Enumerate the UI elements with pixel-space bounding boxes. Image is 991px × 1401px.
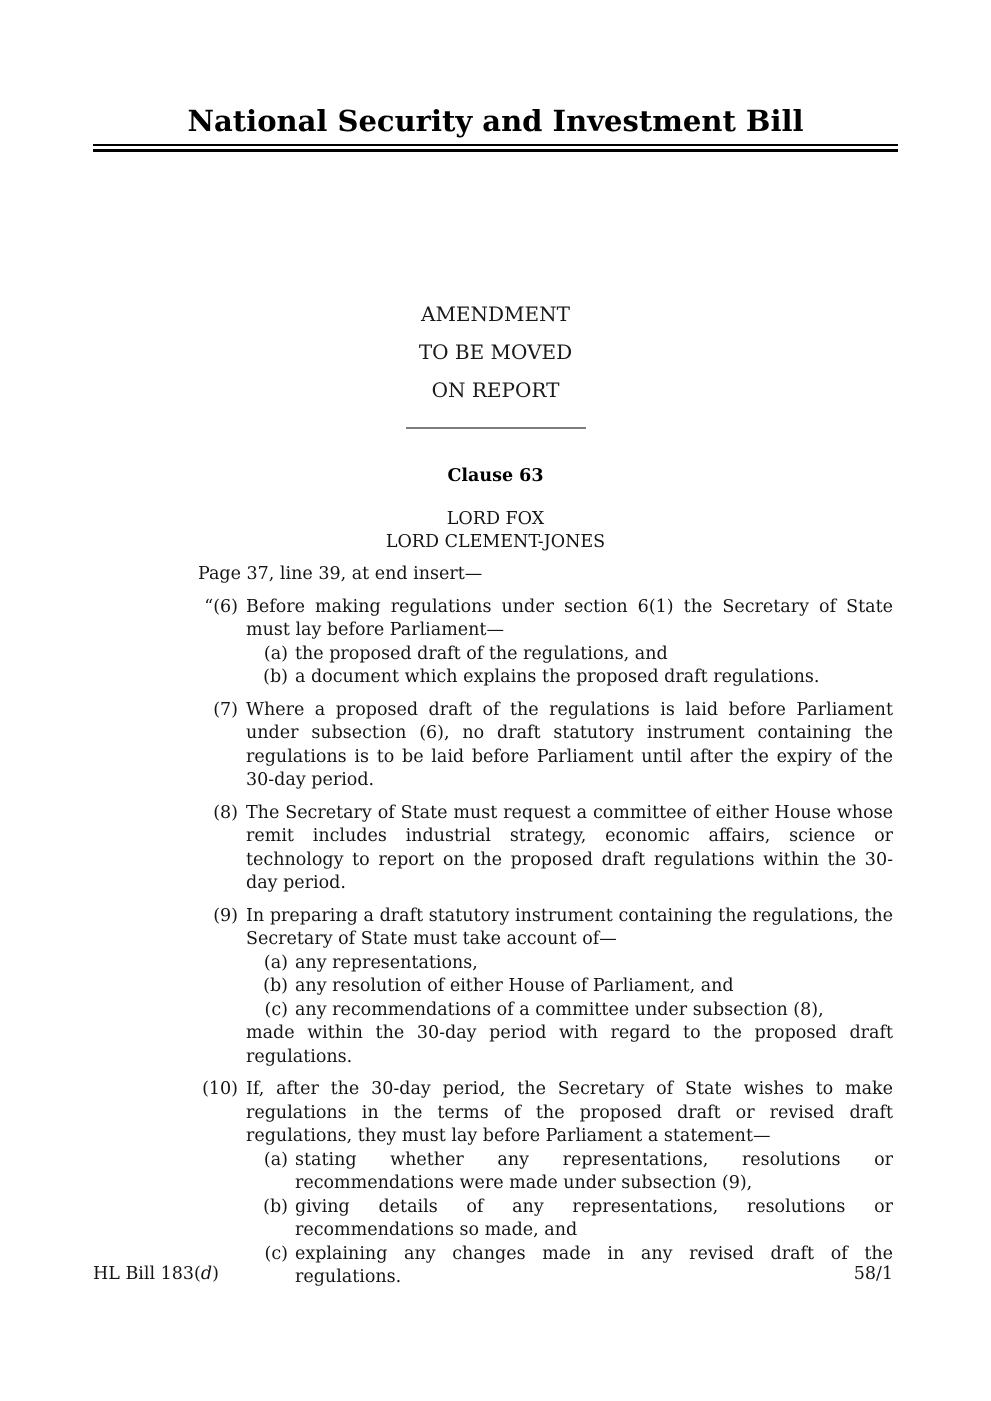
subsection-number: (10)	[202, 1079, 238, 1099]
subsection-number: (8)	[213, 802, 238, 823]
sub-item-a	[246, 643, 893, 667]
subsection-number: (7)	[213, 699, 238, 720]
sub-item-text: explaining any changes made in any revised draft of the regulations.	[295, 1243, 893, 1287]
sub-item-text: any resolution of either House of Parliament, and	[295, 976, 734, 996]
amendment-heading-line: TO BE MOVED	[418, 340, 573, 364]
section-divider-rule	[406, 427, 586, 429]
sub-item-c	[246, 999, 893, 1023]
sub-item-label: (b)	[263, 667, 288, 687]
sub-item-label: (c)	[264, 1243, 288, 1264]
amendment-heading	[0, 302, 991, 429]
subsection-9	[198, 905, 893, 1070]
document-header	[93, 0, 898, 152]
page-title: National Security and Investment Bill	[187, 104, 804, 138]
sub-item-text: stating whether any representations, resolutions or recommendations were made under subsection (9),	[295, 1149, 893, 1193]
sub-item-text: the proposed draft of the regulations, and	[295, 643, 668, 664]
sub-item-text: a document which explains the proposed draft regulations.	[295, 667, 820, 687]
sub-item-a	[246, 1149, 893, 1196]
subsection-6	[198, 596, 893, 690]
sub-item-label: (a)	[263, 643, 288, 664]
sub-item-label: (a)	[263, 952, 288, 973]
sub-item-text: any representations,	[295, 952, 478, 973]
sub-item-label: (b)	[263, 1196, 288, 1217]
amendment-body	[198, 596, 893, 1290]
sub-item-text: any recommendations of a committee under subsection (8),	[295, 999, 824, 1020]
clause-heading: Clause 63	[447, 466, 544, 486]
subsection-number: (9)	[213, 905, 238, 926]
subsection-tail-text: made within the 30-day period with regard to the proposed draft regulations.	[246, 1023, 893, 1067]
sub-item-b	[246, 666, 893, 690]
subsection-text: Before making regulations under section 6(1) the Secretary of State must lay before Parliament—	[246, 596, 893, 640]
amendment-heading-line: ON REPORT	[431, 378, 560, 402]
title-double-rule	[93, 144, 898, 152]
subsection-text: The Secretary of State must request a committee of either House whose remit includes industrial strategy, economic affairs, science or technology to report on the proposed draft regulations within the 30-day period.	[246, 802, 893, 893]
subsection-text: Where a proposed draft of the regulations is laid before Parliament under subsection (6), no draft statutory instrument containing the regulations is to be laid before Parliament until after the expiry of the 30-day period.	[246, 699, 893, 790]
movers-list	[0, 508, 991, 554]
subsection-10	[198, 1078, 893, 1290]
clause-section	[0, 465, 991, 554]
sub-item-label: (c)	[264, 999, 288, 1020]
sub-item-label: (b)	[263, 976, 288, 996]
subsection-text: In preparing a draft statutory instrument containing the regulations, the Secretary of State must take account of—	[246, 905, 893, 949]
sub-item-b	[246, 1196, 893, 1243]
subsection-text: If, after the 30-day period, the Secretary of State wishes to make regulations in the terms of the proposed draft or revised draft regulations, they must lay before Parliament a statement—	[246, 1079, 893, 1146]
amendment-instruction: Page 37, line 39, at end insert—	[198, 564, 483, 584]
sub-item-label: (a)	[263, 1149, 288, 1170]
subsection-number: “(6)	[204, 596, 238, 617]
sub-item-a	[246, 952, 893, 976]
amendment-heading-line: AMENDMENT	[421, 302, 570, 326]
document-footer	[93, 1263, 893, 1286]
bill-reference: HL Bill 183(d)	[93, 1264, 219, 1284]
mover-name: LORD CLEMENT-JONES	[385, 532, 606, 552]
sub-item-text: giving details of any representations, resolutions or recommendations so made, and	[295, 1196, 893, 1240]
amendment-reference: 58/1	[853, 1264, 893, 1284]
subsection-7	[198, 699, 893, 793]
mover-name: LORD FOX	[446, 509, 545, 529]
sub-item-b	[246, 975, 893, 999]
subsection-8	[198, 802, 893, 896]
